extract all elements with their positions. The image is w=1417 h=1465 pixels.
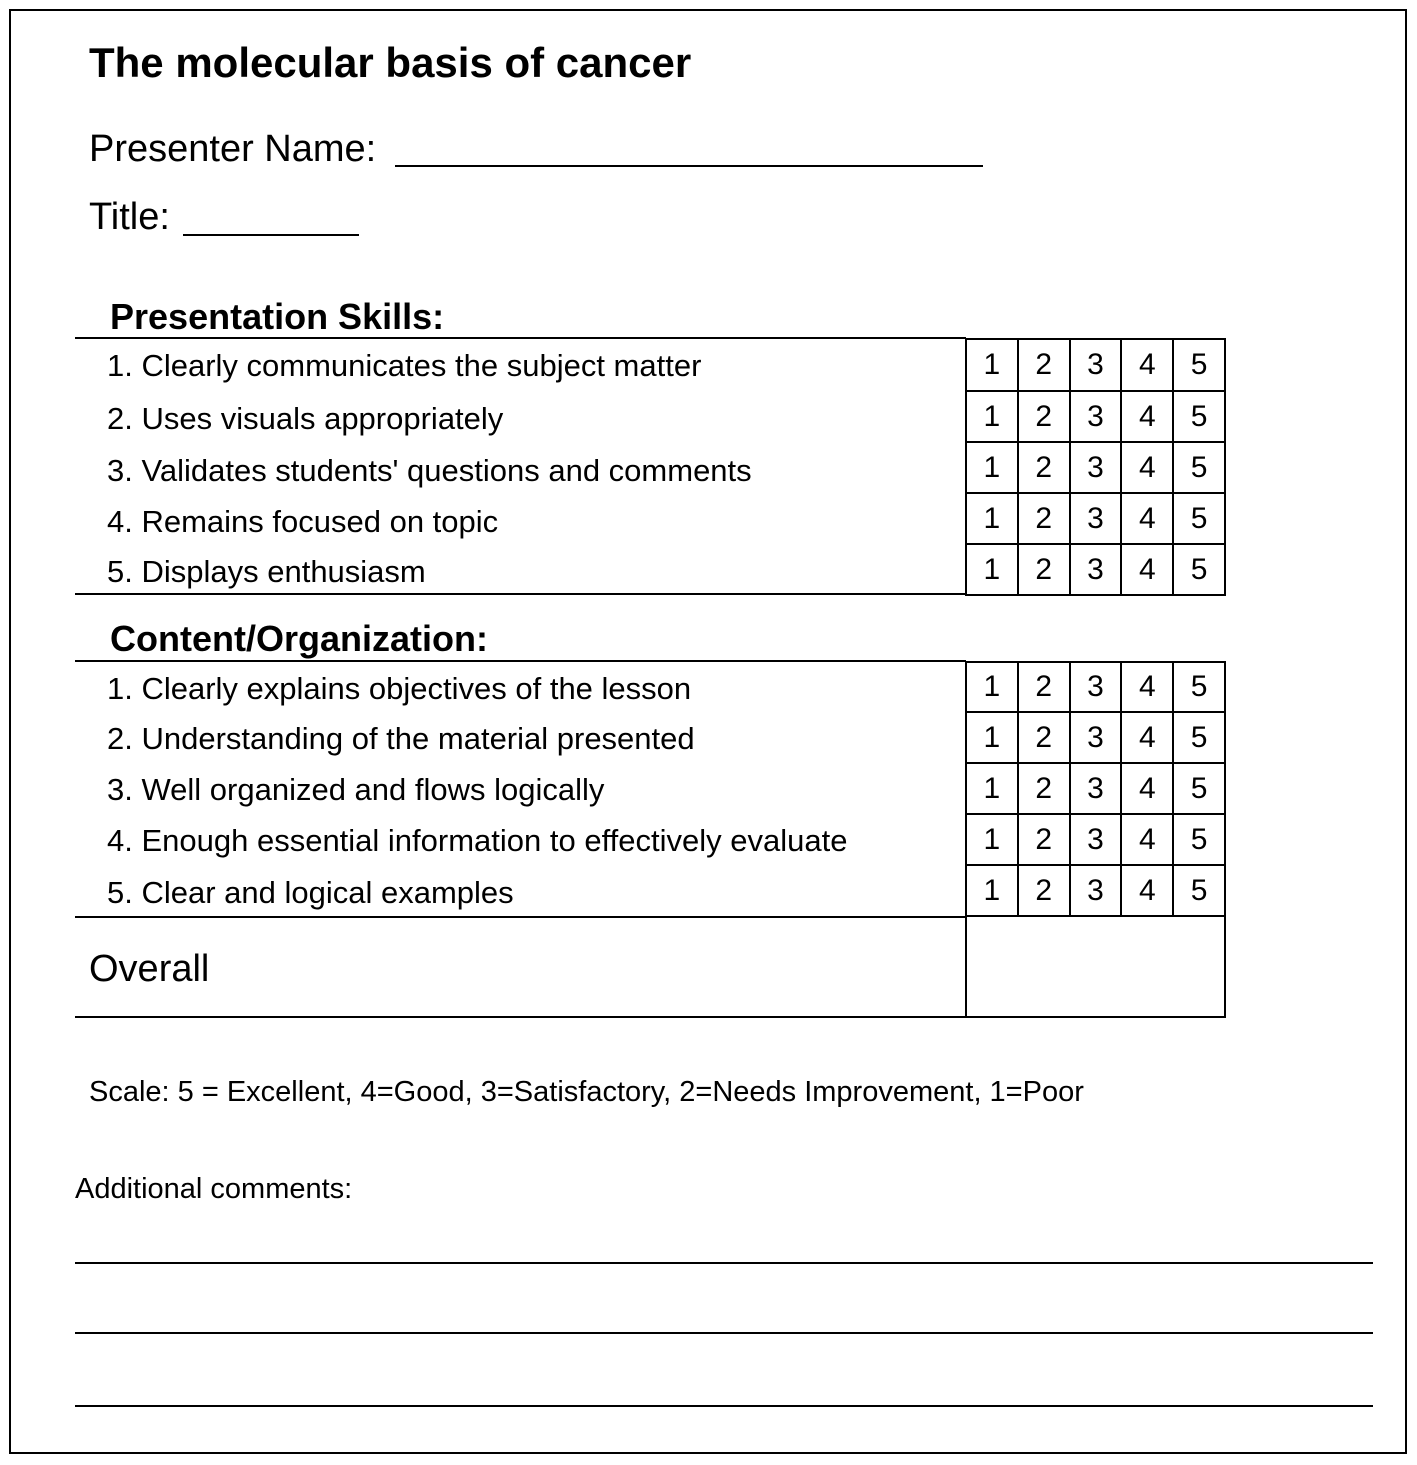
rating-option-2[interactable]: 2 <box>1017 866 1069 915</box>
rating-option-1[interactable]: 1 <box>983 399 1001 433</box>
rating-option-1[interactable]: 1 <box>983 670 1001 703</box>
rating-option-1[interactable]: 1 <box>983 552 1001 586</box>
rating-option-2[interactable]: 2 <box>1017 663 1069 711</box>
overall-score-box[interactable] <box>965 917 1226 1018</box>
rating-option-3[interactable]: 3 <box>1069 545 1121 594</box>
rating-option-3[interactable]: 3 <box>1069 494 1121 543</box>
rating-option-1[interactable]: 1 <box>983 771 1001 805</box>
presenter-name-field[interactable] <box>395 165 983 167</box>
rating-option-3[interactable]: 3 <box>1069 340 1121 390</box>
rating-option-1[interactable]: 1 <box>983 501 1001 535</box>
section-divider <box>75 593 966 595</box>
section-heading-presentation-skills: Presentation Skills: <box>110 296 445 337</box>
rating-option-5[interactable]: 5 <box>1172 340 1224 390</box>
rating-option-2[interactable]: 2 <box>1017 494 1069 543</box>
rating-row <box>965 866 1226 917</box>
rating-row <box>965 545 1226 596</box>
rating-option-1[interactable]: 1 <box>983 873 1001 907</box>
rating-option-3[interactable]: 3 <box>1069 815 1121 864</box>
rating-option-4[interactable]: 4 <box>1120 713 1172 762</box>
rating-option-2[interactable]: 2 <box>1017 713 1069 762</box>
additional-comments-label: Additional comments: <box>75 1173 353 1205</box>
rating-option-3[interactable]: 3 <box>1069 866 1121 915</box>
rating-option-3[interactable]: 3 <box>1069 764 1121 813</box>
section-divider <box>75 660 966 662</box>
comment-line[interactable] <box>75 1332 1373 1334</box>
rating-option-1[interactable]: 1 <box>983 450 1001 484</box>
section-divider <box>75 916 966 918</box>
rating-row <box>965 815 1226 866</box>
rating-row <box>965 338 1226 392</box>
rating-option-4[interactable]: 4 <box>1120 494 1172 543</box>
title-label: Title: <box>89 196 170 238</box>
rating-row <box>965 713 1226 764</box>
rating-option-5[interactable]: 5 <box>1172 443 1224 492</box>
criterion-label: 3. Validates students' questions and comments <box>107 453 752 488</box>
form-title: The molecular basis of cancer <box>89 39 692 86</box>
rating-row <box>965 764 1226 815</box>
criterion-label: 1. Clearly communicates the subject matter <box>107 348 702 383</box>
rating-option-4[interactable]: 4 <box>1120 392 1172 441</box>
rating-option-4[interactable]: 4 <box>1120 764 1172 813</box>
rating-row <box>965 494 1226 545</box>
rating-option-4[interactable]: 4 <box>1120 815 1172 864</box>
criterion-label: 2. Understanding of the material presented <box>107 721 695 756</box>
rating-option-3[interactable]: 3 <box>1069 392 1121 441</box>
criterion-label: 5. Displays enthusiasm <box>107 554 426 589</box>
section-heading-content-organization: Content/Organization: <box>110 618 488 659</box>
criterion-label: 1. Clearly explains objectives of the lesson <box>107 671 692 706</box>
rating-option-5[interactable]: 5 <box>1172 713 1224 762</box>
criterion-label: 3. Well organized and flows logically <box>107 772 605 807</box>
rating-option-2[interactable]: 2 <box>1017 443 1069 492</box>
rating-option-5[interactable]: 5 <box>1172 663 1224 711</box>
rating-option-4[interactable]: 4 <box>1120 663 1172 711</box>
rating-option-5[interactable]: 5 <box>1172 764 1224 813</box>
scale-legend: Scale: 5 = Excellent, 4=Good, 3=Satisfactory, 2=Needs Improvement, 1=Poor <box>89 1076 1084 1108</box>
rating-option-2[interactable]: 2 <box>1017 764 1069 813</box>
rating-row <box>965 661 1226 713</box>
section-divider <box>75 337 966 339</box>
title-field[interactable] <box>183 234 359 236</box>
criterion-label: 4. Enough essential information to effectively evaluate <box>107 823 848 858</box>
rating-option-2[interactable]: 2 <box>1017 340 1069 390</box>
rating-option-5[interactable]: 5 <box>1172 392 1224 441</box>
criterion-label: 2. Uses visuals appropriately <box>107 401 504 436</box>
overall-divider <box>75 1016 966 1018</box>
overall-label: Overall <box>89 948 210 990</box>
rating-option-4[interactable]: 4 <box>1120 443 1172 492</box>
rating-option-1[interactable]: 1 <box>983 822 1001 856</box>
criterion-label: 4. Remains focused on topic <box>107 504 499 539</box>
rating-option-5[interactable]: 5 <box>1172 815 1224 864</box>
rating-row <box>965 443 1226 494</box>
rating-option-3[interactable]: 3 <box>1069 663 1121 711</box>
rating-option-5[interactable]: 5 <box>1172 866 1224 915</box>
rating-option-4[interactable]: 4 <box>1120 545 1172 594</box>
rating-option-1[interactable]: 1 <box>983 348 1001 381</box>
rating-option-5[interactable]: 5 <box>1172 494 1224 543</box>
rating-option-2[interactable]: 2 <box>1017 392 1069 441</box>
rating-row <box>965 392 1226 443</box>
rating-option-5[interactable]: 5 <box>1172 545 1224 594</box>
rating-option-4[interactable]: 4 <box>1120 340 1172 390</box>
criterion-label: 5. Clear and logical examples <box>107 875 514 910</box>
rating-option-2[interactable]: 2 <box>1017 815 1069 864</box>
rating-option-2[interactable]: 2 <box>1017 545 1069 594</box>
comment-line[interactable] <box>75 1405 1373 1407</box>
comment-line[interactable] <box>75 1262 1373 1264</box>
presenter-name-label: Presenter Name: <box>89 128 377 170</box>
rating-option-4[interactable]: 4 <box>1120 866 1172 915</box>
rating-option-1[interactable]: 1 <box>983 720 1001 754</box>
rating-option-3[interactable]: 3 <box>1069 713 1121 762</box>
rating-option-3[interactable]: 3 <box>1069 443 1121 492</box>
